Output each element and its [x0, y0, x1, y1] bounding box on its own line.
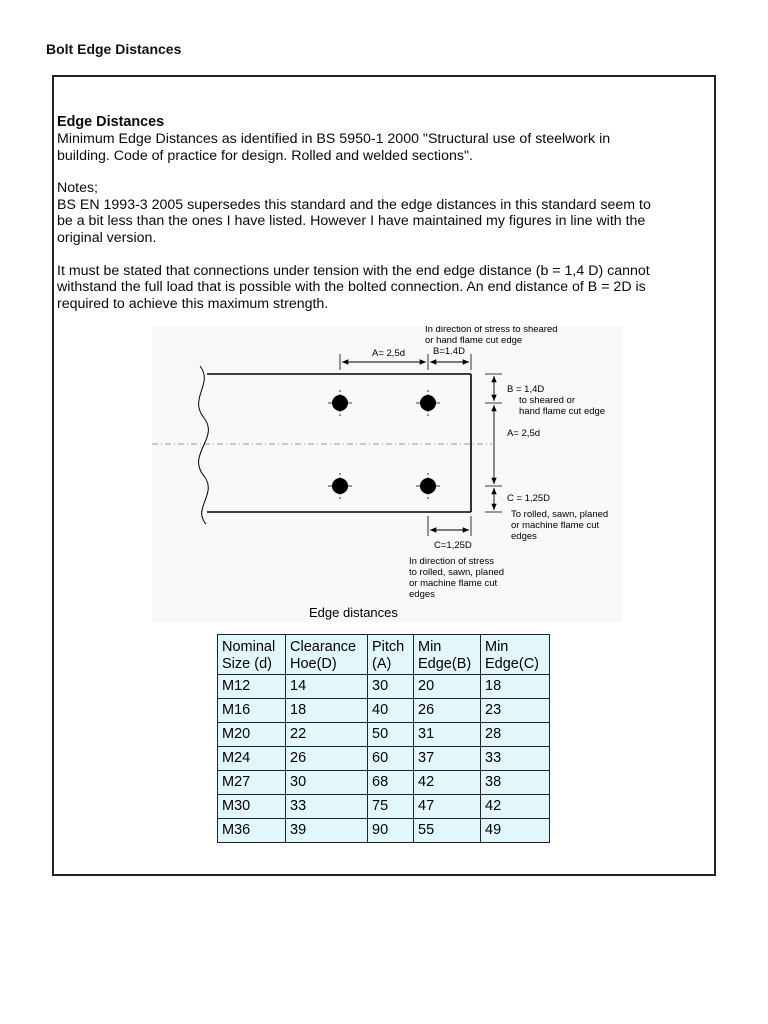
- text-line: building. Code of practice for design. Rolled and welded sections".: [57, 147, 473, 164]
- dim-c-right: C = 1,25D: [507, 493, 551, 504]
- table-cell: 31: [414, 723, 481, 747]
- intro-paragraph: [57, 131, 707, 164]
- table-cell: 49: [481, 819, 550, 843]
- table-cell: 55: [414, 819, 481, 843]
- table-cell: 90: [368, 819, 414, 843]
- table-cell: 23: [481, 699, 550, 723]
- tension-paragraph: [57, 263, 707, 313]
- table-cell: 75: [368, 795, 414, 819]
- table-cell: 37: [414, 747, 481, 771]
- table-row: [218, 723, 550, 747]
- text-line: BS EN 1993-3 2005 supersedes this standard and the edge distances in this standard seem to: [57, 196, 651, 213]
- table-header-cell: Nominal Size (d): [218, 635, 286, 675]
- table-cell: 20: [414, 675, 481, 699]
- edge-distance-table: [217, 634, 550, 843]
- bottom-note-line: In direction of stress: [409, 556, 495, 567]
- c-right-note-line: To rolled, sawn, planed: [511, 509, 609, 520]
- table-cell: 42: [481, 795, 550, 819]
- table-header-cell: Min Edge(B): [414, 635, 481, 675]
- dim-b-top: B=1.4D: [433, 346, 465, 357]
- table-header-cell: Pitch (A): [368, 635, 414, 675]
- table-header-row: [218, 635, 550, 675]
- table-cell: M16: [218, 699, 286, 723]
- table-cell: 40: [368, 699, 414, 723]
- text-line: original version.: [57, 229, 157, 246]
- diagram-background: [152, 326, 622, 622]
- table-cell: 60: [368, 747, 414, 771]
- table-row: [218, 771, 550, 795]
- bottom-note-line: or machine flame cut: [409, 578, 498, 589]
- diagram-caption: Edge distances: [309, 605, 398, 620]
- bolt-hole: [420, 478, 436, 494]
- table-cell: 30: [368, 675, 414, 699]
- table-cell: 50: [368, 723, 414, 747]
- table-cell: M24: [218, 747, 286, 771]
- top-note-line: or hand flame cut edge: [425, 335, 523, 346]
- table-cell: 28: [481, 723, 550, 747]
- top-note-line: In direction of stress to sheared: [425, 326, 558, 335]
- text-line: withstand the full load that is possible with the bolted connection. An end distance of B = 2D is: [57, 279, 646, 296]
- table-cell: 30: [286, 771, 368, 795]
- table-cell: M12: [218, 675, 286, 699]
- bolt-hole: [420, 395, 436, 411]
- dim-c-bottom: C=1,25D: [434, 540, 472, 551]
- table-header-cell: Min Edge(C): [481, 635, 550, 675]
- section-heading: Edge Distances: [57, 114, 165, 130]
- dim-a-top: A= 2,5d: [372, 348, 406, 359]
- table-cell: 38: [481, 771, 550, 795]
- table-row: [218, 747, 550, 771]
- diagram-svg: [152, 326, 622, 622]
- notes-paragraph: [57, 180, 707, 246]
- dim-a-right: A= 2,5d: [507, 428, 541, 439]
- notes-label: Notes;: [57, 180, 99, 197]
- c-right-note-line: or machine flame cut: [511, 520, 600, 531]
- b-right-note-line: hand flame cut edge: [519, 406, 606, 417]
- bolt-hole: [332, 478, 348, 494]
- bolt-hole: [332, 395, 348, 411]
- table-cell: 26: [286, 747, 368, 771]
- text-line: It must be stated that connections under tension with the end edge distance (b = 1,4 D) cannot: [57, 262, 650, 279]
- b-right-note-line: to sheared or: [519, 395, 575, 406]
- edge-distances-section: [57, 114, 707, 312]
- c-right-note-line: edges: [511, 531, 537, 542]
- table-cell: M30: [218, 795, 286, 819]
- table-row: [218, 675, 550, 699]
- table-row: [218, 699, 550, 723]
- bottom-note-line: to rolled, sawn, planed: [409, 567, 505, 578]
- table-cell: 33: [481, 747, 550, 771]
- table-row: [218, 795, 550, 819]
- table-cell: 33: [286, 795, 368, 819]
- table-cell: 47: [414, 795, 481, 819]
- table-cell: 18: [481, 675, 550, 699]
- text-line: be a bit less than the ones I have listed. However I have maintained my figures in line with the: [57, 213, 646, 230]
- bottom-note-line: edges: [409, 589, 435, 600]
- table-cell: 14: [286, 675, 368, 699]
- table-cell: 22: [286, 723, 368, 747]
- table-cell: 39: [286, 819, 368, 843]
- table-cell: M20: [218, 723, 286, 747]
- table-cell: M36: [218, 819, 286, 843]
- page-title: Bolt Edge Distances: [46, 41, 182, 57]
- text-line: required to achieve this maximum strength.: [57, 295, 329, 312]
- table-cell: 42: [414, 771, 481, 795]
- table-cell: 68: [368, 771, 414, 795]
- table-header-cell: Clearance Hoe(D): [286, 635, 368, 675]
- table-cell: M27: [218, 771, 286, 795]
- table-cell: 26: [414, 699, 481, 723]
- dim-b-right: B = 1,4D: [507, 384, 545, 395]
- table-row: [218, 819, 550, 843]
- table-cell: 18: [286, 699, 368, 723]
- text-line: Minimum Edge Distances as identified in BS 5950-1 2000 "Structural use of steelwork in: [57, 131, 611, 147]
- edge-distance-diagram: [152, 326, 622, 627]
